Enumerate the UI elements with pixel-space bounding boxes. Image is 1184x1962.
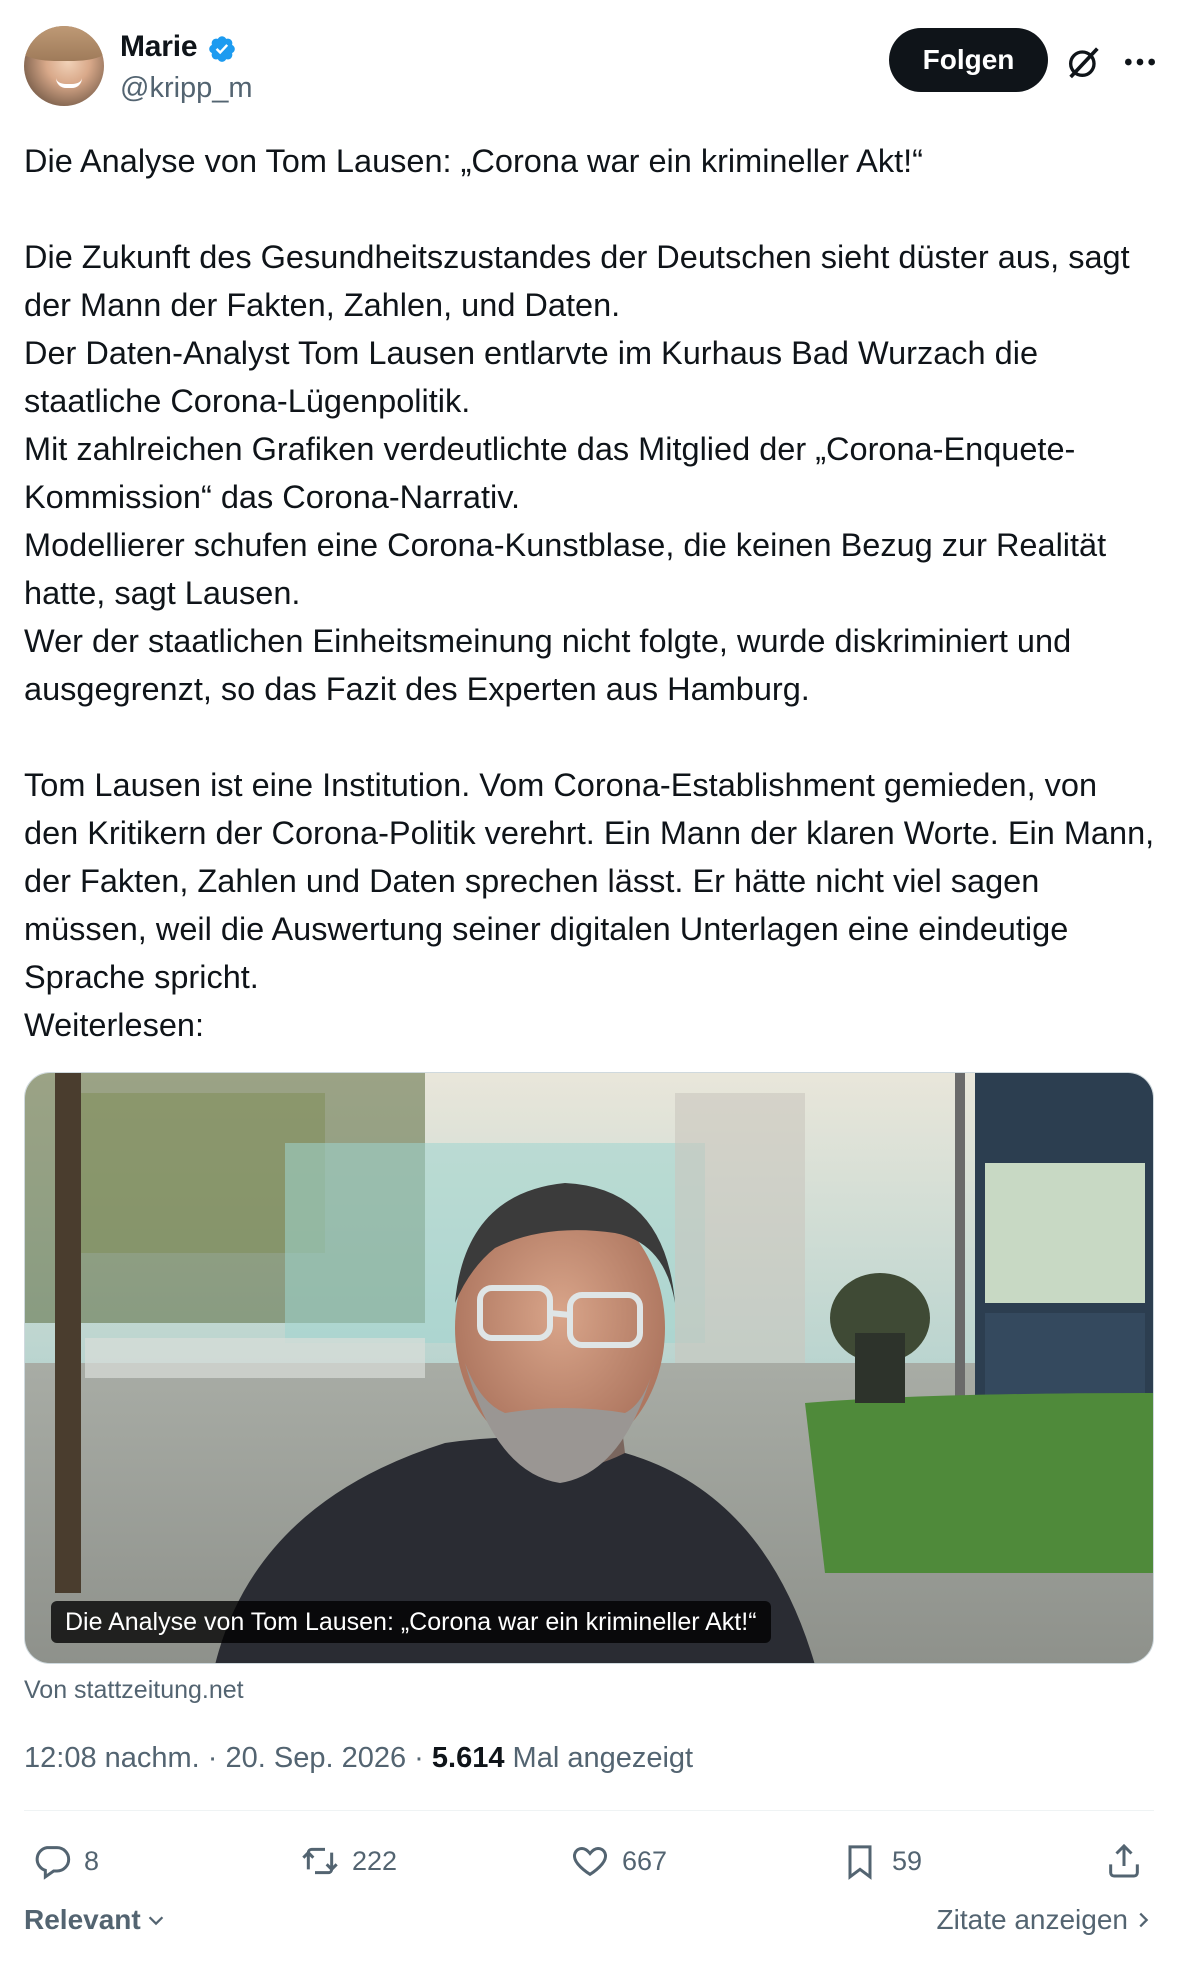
tweet-paragraph: Die Analyse von Tom Lausen: „Corona war ein krimineller Akt!“: [24, 143, 923, 179]
sort-label: Relevant: [24, 1904, 141, 1935]
like-button[interactable]: [570, 1836, 667, 1886]
bookmark-icon: [840, 1841, 880, 1881]
card-caption: Die Analyse von Tom Lausen: „Corona war ein krimineller Akt!“: [51, 1601, 771, 1643]
more-icon[interactable]: [1120, 42, 1160, 82]
tweet-paragraph: Die Zukunft des Gesundheitszustandes der Deutschen sieht düster aus, sagt der Mann der Fakten, Zahlen, und Daten. Der Daten-Analyst Tom Lausen entlarvte im Kurhaus Bad Wurzach die staatliche Corona-Lügenpolitik. Mit zahlreichen Grafiken verdeutlichte das Mitglied der „Corona-Enquete-Kommission“ das Corona-Narrativ. Modellierer schufen eine Corona-Kunstblase, die keinen Bezug zur Realität hatte, sagt Lausen. Wer der staatlichen Einheitsmeinung nicht folgte, wurde diskriminiert und ausgegrenzt, so das Fazit des Experten aus Hamburg.: [24, 239, 1130, 707]
verified-badge-icon: [207, 34, 237, 64]
avatar[interactable]: [24, 26, 104, 106]
divider: [24, 1810, 1154, 1811]
view-quotes-link[interactable]: [937, 1904, 1154, 1936]
grok-icon[interactable]: [1064, 42, 1104, 82]
quotes-label: Zitate anzeigen: [936, 1904, 1128, 1935]
card-source[interactable]: Von stattzeitung.net: [24, 1676, 244, 1704]
reply-count: 8: [84, 1845, 100, 1876]
author-handle[interactable]: @kripp_m: [120, 72, 253, 104]
tweet-date[interactable]: 20. Sep. 2026: [225, 1742, 407, 1774]
follow-button[interactable]: Folgen: [889, 28, 1048, 92]
repost-button[interactable]: [300, 1836, 397, 1886]
card-image: [25, 1073, 1154, 1664]
like-count: 667: [622, 1845, 668, 1876]
tweet-paragraph: Tom Lausen ist eine Institution. Vom Corona-Establishment gemieden, von den Kritikern der Corona-Politik verehrt. Ein Mann der klaren Worte. Ein Mann, der Fakten, Zahlen und Daten sprechen lässt. Er hätte nicht viel sagen müssen, weil die Auswertung seiner digitalen Unterlagen eine eindeutige Sprache spricht. Weiterlesen:: [24, 767, 1155, 1043]
tweet-meta: [24, 1742, 693, 1775]
share-button[interactable]: [1104, 1836, 1156, 1886]
repost-icon: [300, 1841, 340, 1881]
reply-icon: [32, 1841, 72, 1881]
reply-button[interactable]: [32, 1836, 99, 1886]
tweet-header: [24, 26, 1160, 110]
tweet-text: [24, 137, 1160, 1049]
tweet-paragraph: [24, 185, 1160, 233]
views-count: 5.614: [431, 1742, 505, 1774]
meta-separator: ·: [406, 1742, 432, 1774]
share-icon: [1104, 1841, 1144, 1881]
repost-count: 222: [352, 1845, 398, 1876]
views-label: Mal angezeigt: [512, 1742, 694, 1774]
bookmark-button[interactable]: [840, 1836, 922, 1886]
chevron-right-icon: [1132, 1909, 1154, 1931]
meta-separator: ·: [199, 1742, 226, 1774]
link-card[interactable]: [24, 1072, 1154, 1664]
tweet-paragraph: [24, 713, 1160, 761]
sort-dropdown[interactable]: [24, 1904, 167, 1936]
tweet-time[interactable]: 12:08 nachm.: [24, 1742, 200, 1774]
chevron-down-icon: [145, 1909, 167, 1931]
author-name[interactable]: Marie: [120, 30, 198, 63]
heart-icon: [570, 1841, 610, 1881]
bookmark-count: 59: [892, 1845, 923, 1876]
action-bar: [24, 1836, 1154, 1886]
